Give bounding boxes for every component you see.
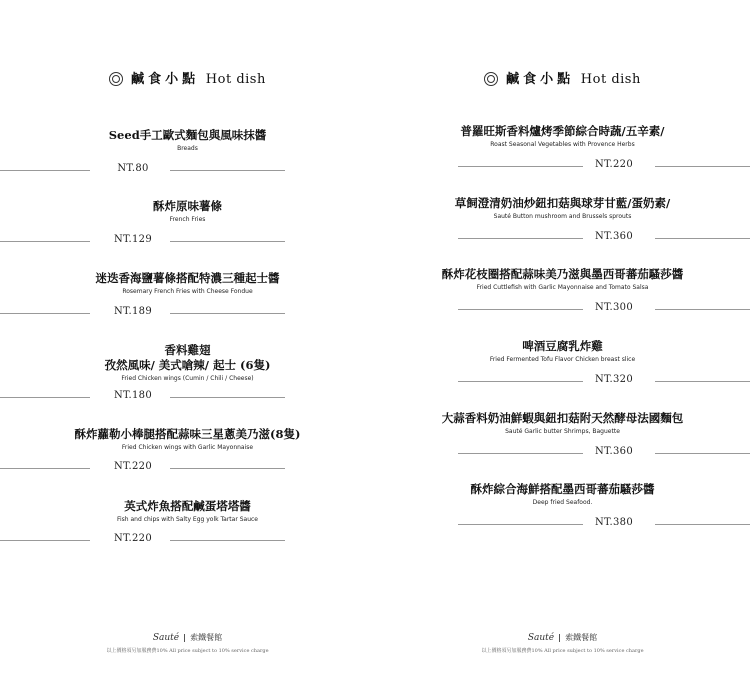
- dish-name-en: Fried Cuttlefish with Garlic Mayonnaise and Tomato Salsa: [476, 284, 649, 291]
- price-row: [0, 461, 375, 475]
- dish-price: NT.300: [594, 302, 634, 313]
- menu-item: [0, 427, 375, 453]
- section-header: [0, 68, 375, 87]
- menu-item: [0, 199, 375, 225]
- price-row: [0, 390, 375, 404]
- menu-item: [375, 267, 750, 293]
- section-title-zh: 鹹食小點: [506, 72, 575, 87]
- dish-price: NT.320: [594, 374, 634, 385]
- menu-item: [375, 411, 750, 437]
- menu-page-right: [375, 0, 750, 680]
- dish-price: NT.360: [594, 446, 634, 457]
- dish-price: NT.360: [594, 231, 634, 242]
- price-row: [375, 374, 750, 388]
- price-row: [0, 163, 375, 177]
- price-row: [0, 533, 375, 547]
- dish-name-zh: 酥炸蘿勒小棒腿搭配蒜味三星蔥美乃滋(8隻): [74, 427, 301, 441]
- divider-line: [170, 397, 285, 398]
- divider-line: [458, 381, 583, 382]
- service-charge-note: 以上價格須另加服務費10% All price subject to 10% service charge: [481, 648, 644, 654]
- section-title-en: Hot dish: [580, 72, 641, 87]
- divider-line: [655, 453, 750, 454]
- dish-price: NT.189: [113, 306, 153, 317]
- menu-item: [0, 128, 375, 154]
- menu-item: [375, 482, 750, 508]
- menu-item: [375, 124, 750, 150]
- dish-name-zh: Seed手工歐式麵包與風味抹醬: [108, 128, 267, 142]
- price-row: [375, 302, 750, 316]
- divider-line: [458, 166, 583, 167]
- dish-name-zh: 草飼澄清奶油炒鈕扣菇與球芽甘藍/蛋奶素/: [454, 196, 671, 210]
- section-title-en: Hot dish: [205, 72, 266, 87]
- divider-line: [655, 166, 750, 167]
- dish-price: NT.220: [113, 533, 153, 544]
- divider-line: [458, 309, 583, 310]
- dish-name-zh: 酥炸花枝圈搭配蒜味美乃滋與墨西哥蕃茄騷莎醬: [441, 267, 684, 281]
- divider-line: [170, 313, 285, 314]
- dish-name-en: French Fries: [169, 216, 206, 223]
- dish-name-zh: 酥炸原味薯條: [153, 199, 222, 213]
- dish-price: NT.380: [594, 517, 634, 528]
- price-row: [0, 306, 375, 320]
- menu-footer: [0, 632, 375, 654]
- divider-line: [0, 397, 90, 398]
- dish-name-en: Roast Seasonal Vegetables with Provence Herbs: [490, 141, 635, 148]
- dish-name-zh: 迷迭香海鹽薯條搭配特濃三種起士醬: [95, 271, 280, 285]
- divider-line: [655, 524, 750, 525]
- dish-name-en: Fried Fermented Tofu Flavor Chicken breast slice: [489, 356, 636, 363]
- restaurant-logo: [0, 632, 375, 643]
- price-row: [375, 517, 750, 531]
- logo-brand: 索鐵餐館: [565, 633, 598, 642]
- price-row: [375, 446, 750, 460]
- emblem-icon: [484, 72, 498, 86]
- logo-brand: 索鐵餐館: [190, 633, 223, 642]
- divider-line: [458, 524, 583, 525]
- dish-name-zh: 英式炸魚搭配鹹蛋塔塔醬: [124, 499, 251, 513]
- dish-name-zh: 酥炸綜合海鮮搭配墨西哥蕃茄騷莎醬: [470, 482, 655, 496]
- divider-line: [0, 540, 90, 541]
- dish-price: NT.129: [113, 234, 153, 245]
- divider-line: [0, 313, 90, 314]
- section-header: [375, 68, 750, 87]
- divider-line: [0, 241, 90, 242]
- divider-line: [655, 238, 750, 239]
- section-title-zh: 鹹食小點: [131, 72, 200, 87]
- price-row: [375, 159, 750, 173]
- logo-script: Sauté: [527, 633, 555, 643]
- emblem-icon: [109, 72, 123, 86]
- price-row: [375, 231, 750, 245]
- dish-price: NT.80: [117, 163, 149, 174]
- menu-footer: [375, 632, 750, 654]
- dish-name-en: Fried Chicken wings with Garlic Mayonnaise: [121, 444, 254, 451]
- menu-item: [0, 499, 375, 525]
- dish-price: NT.220: [594, 159, 634, 170]
- divider-line: [0, 468, 90, 469]
- service-charge-note: 以上價格須另加服務費10% All price subject to 10% service charge: [106, 648, 269, 654]
- dish-name-en: Deep fried Seafood.: [532, 499, 593, 506]
- logo-script: Sauté: [152, 633, 180, 643]
- divider-line: [170, 540, 285, 541]
- dish-name-en: Sauté Button mushroom and Brussels sprouts: [493, 213, 632, 220]
- dish-name-zh: 香料雞翅: [164, 343, 211, 357]
- menu-item: [0, 271, 375, 297]
- dish-name-en: Breads: [177, 145, 198, 152]
- dish-name-en: Fish and chips with Salty Egg yolk Tartar Sauce: [116, 516, 258, 523]
- divider-line: [655, 381, 750, 382]
- menu-item: [0, 343, 375, 384]
- menu-item: [375, 196, 750, 222]
- divider-line: [0, 170, 90, 171]
- dish-price: NT.180: [113, 390, 153, 401]
- dish-name-zh: 大蒜香料奶油鮮蝦與鈕扣菇附天然酵母法國麵包: [441, 411, 684, 425]
- menu-item: [375, 339, 750, 365]
- dish-name-en: Rosemary French Fries with Cheese Fondue: [122, 288, 253, 295]
- divider-line: [655, 309, 750, 310]
- dish-options-zh: 孜然風味/ 美式嗆辣/ 起士 (6隻): [104, 358, 271, 372]
- dish-name-zh: 啤酒豆腐乳炸雞: [522, 339, 603, 353]
- divider-line: [170, 170, 285, 171]
- restaurant-logo: [375, 632, 750, 643]
- divider-line: [458, 453, 583, 454]
- divider-line: [170, 241, 285, 242]
- dish-price: NT.220: [113, 461, 153, 472]
- dish-name-zh: 普羅旺斯香料爐烤季節綜合時蔬/五辛素/: [460, 124, 665, 138]
- dish-name-en: Fried Chicken wings (Cumin / Chili / Cheese): [121, 375, 254, 382]
- dish-name-en: Sauté Garlic butter Shrimps, Baguette: [505, 428, 620, 435]
- divider-line: [458, 238, 583, 239]
- divider-line: [170, 468, 285, 469]
- price-row: [0, 234, 375, 248]
